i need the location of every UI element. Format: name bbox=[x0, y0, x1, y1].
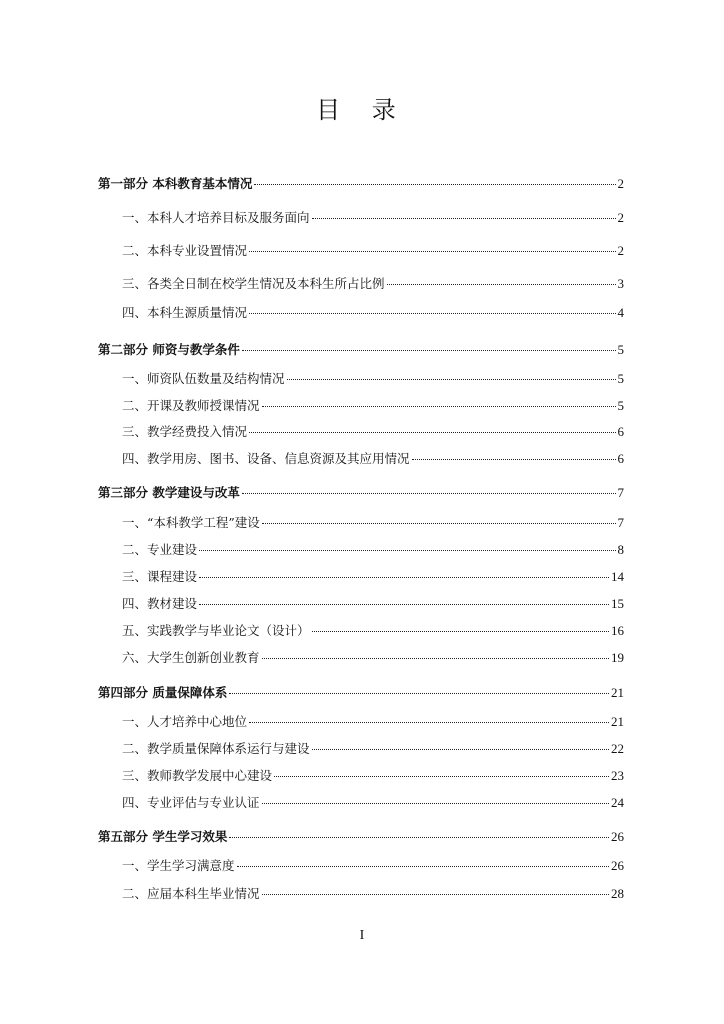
toc-item-entry[interactable] bbox=[0, 422, 724, 442]
toc-entry-page: 7 bbox=[617, 485, 624, 500]
toc-entry-title: 一、学生学习满意度 bbox=[122, 858, 235, 873]
toc-line bbox=[122, 648, 624, 668]
toc-entry-page: 26 bbox=[611, 858, 624, 873]
toc-entry-page: 21 bbox=[611, 685, 624, 700]
toc-dot-leader bbox=[262, 405, 616, 407]
toc-dot-leader bbox=[287, 378, 616, 380]
toc-entry-page: 5 bbox=[617, 342, 624, 357]
toc-line bbox=[122, 513, 624, 533]
toc-item-entry[interactable] bbox=[0, 621, 724, 641]
toc-entry-page: 2 bbox=[617, 176, 624, 191]
toc-part-entry[interactable] bbox=[0, 827, 724, 847]
toc-entry-page: 15 bbox=[611, 596, 624, 611]
toc-line bbox=[98, 683, 624, 703]
toc-item-entry[interactable] bbox=[0, 648, 724, 668]
toc-entry-title: 第五部分 学生学习效果 bbox=[98, 829, 228, 844]
toc-line bbox=[122, 856, 624, 876]
toc-item-entry[interactable] bbox=[0, 567, 724, 587]
toc-line bbox=[122, 449, 624, 469]
toc-title: 目 录 bbox=[316, 96, 408, 124]
toc-line bbox=[98, 174, 624, 194]
toc-dot-leader bbox=[254, 183, 615, 185]
toc-line bbox=[98, 827, 624, 847]
toc-dot-leader bbox=[199, 603, 609, 605]
toc-item-entry[interactable] bbox=[0, 766, 724, 786]
toc-entry-title: 四、教材建设 bbox=[122, 596, 198, 611]
toc-line bbox=[122, 766, 624, 786]
toc-entry-title: 一、本科人才培养目标及服务面向 bbox=[122, 210, 310, 225]
toc-item-entry[interactable] bbox=[0, 884, 724, 904]
toc-line bbox=[122, 793, 624, 813]
toc-line bbox=[98, 483, 624, 503]
toc-entry-title: 四、教学用房、图书、设备、信息资源及其应用情况 bbox=[122, 451, 410, 466]
toc-line bbox=[122, 739, 624, 759]
toc-dot-leader bbox=[312, 748, 609, 750]
toc-entry-title: 五、实践教学与毕业论文（设计） bbox=[122, 623, 310, 638]
toc-dot-leader bbox=[249, 312, 615, 314]
toc-entry-title: 二、本科专业设置情况 bbox=[122, 243, 248, 258]
toc-dot-leader bbox=[199, 576, 609, 578]
toc-entry-page: 22 bbox=[611, 741, 624, 756]
toc-item-entry[interactable] bbox=[0, 274, 724, 294]
toc-item-entry[interactable] bbox=[0, 594, 724, 614]
toc-entry-title: 第一部分 本科教育基本情况 bbox=[98, 176, 253, 191]
toc-entry-page: 28 bbox=[611, 886, 624, 901]
toc-line bbox=[122, 274, 624, 294]
toc-item-entry[interactable] bbox=[0, 396, 724, 416]
toc-line bbox=[122, 369, 624, 389]
toc-line bbox=[122, 396, 624, 416]
toc-dot-leader bbox=[229, 692, 609, 694]
toc-entry-page: 23 bbox=[611, 768, 624, 783]
toc-entry-page: 14 bbox=[611, 569, 624, 584]
toc-entry-page: 5 bbox=[617, 398, 624, 413]
toc-item-entry[interactable] bbox=[0, 449, 724, 469]
toc-dot-leader bbox=[242, 349, 616, 351]
toc-item-entry[interactable] bbox=[0, 712, 724, 732]
toc-part-entry[interactable] bbox=[0, 683, 724, 703]
toc-dot-leader bbox=[262, 893, 609, 895]
toc-entry-page: 2 bbox=[617, 243, 624, 258]
toc-entry-title: 二、专业建设 bbox=[122, 542, 198, 557]
toc-item-entry[interactable] bbox=[0, 369, 724, 389]
toc-dot-leader bbox=[262, 522, 616, 524]
toc-item-entry[interactable] bbox=[0, 540, 724, 560]
toc-entry-title: 第三部分 教学建设与改革 bbox=[98, 485, 240, 500]
toc-entry-title: 三、各类全日制在校学生情况及本科生所占比例 bbox=[122, 276, 385, 291]
toc-line bbox=[122, 567, 624, 587]
toc-part-entry[interactable] bbox=[0, 483, 724, 503]
toc-entry-page: 5 bbox=[617, 371, 624, 386]
toc-dot-leader bbox=[249, 250, 615, 252]
toc-entry-title: 第二部分 师资与教学条件 bbox=[98, 342, 240, 357]
toc-entry-page: 8 bbox=[617, 542, 624, 557]
toc-entry-title: 三、教学经费投入情况 bbox=[122, 424, 248, 439]
toc-entry-title: 一、人才培养中心地位 bbox=[122, 714, 248, 729]
toc-entry-title: 二、教学质量保障体系运行与建设 bbox=[122, 741, 310, 756]
toc-entry-page: 21 bbox=[611, 714, 624, 729]
toc-dot-leader bbox=[387, 283, 616, 285]
toc-entry-page: 26 bbox=[611, 829, 624, 844]
toc-part-entry[interactable] bbox=[0, 340, 724, 360]
toc-item-entry[interactable] bbox=[0, 739, 724, 759]
toc-line bbox=[122, 594, 624, 614]
toc-item-entry[interactable] bbox=[0, 513, 724, 533]
toc-line bbox=[122, 422, 624, 442]
toc-line bbox=[122, 540, 624, 560]
toc-line bbox=[122, 241, 624, 261]
page-number: I bbox=[359, 928, 365, 943]
toc-line bbox=[98, 340, 624, 360]
toc-entry-page: 6 bbox=[617, 451, 624, 466]
toc-dot-leader bbox=[274, 775, 609, 777]
toc-entry-page: 3 bbox=[617, 276, 624, 291]
toc-line bbox=[122, 621, 624, 641]
toc-dot-leader bbox=[249, 431, 615, 433]
toc-entry-page: 19 bbox=[611, 650, 624, 665]
toc-entry-title: 二、开课及教师授课情况 bbox=[122, 398, 260, 413]
toc-entry-title: 一、“本科教学工程”建设 bbox=[122, 515, 260, 530]
toc-entry-title: 四、专业评估与专业认证 bbox=[122, 795, 260, 810]
toc-entry-page: 2 bbox=[617, 210, 624, 225]
toc-entry-title: 三、教师教学发展中心建设 bbox=[122, 768, 273, 783]
toc-entry-page: 24 bbox=[611, 795, 624, 810]
toc-part-entry[interactable] bbox=[0, 174, 724, 194]
toc-entry-title: 六、大学生创新创业教育 bbox=[122, 650, 260, 665]
toc-dot-leader bbox=[249, 721, 609, 723]
toc-line bbox=[122, 712, 624, 732]
toc-dot-leader bbox=[312, 630, 609, 632]
toc-item-entry[interactable] bbox=[0, 241, 724, 261]
toc-line bbox=[122, 884, 624, 904]
toc-dot-leader bbox=[412, 458, 616, 460]
toc-entry-page: 6 bbox=[617, 424, 624, 439]
toc-dot-leader bbox=[242, 492, 616, 494]
toc-entry-page: 16 bbox=[611, 623, 624, 638]
toc-dot-leader bbox=[312, 217, 616, 219]
toc-dot-leader bbox=[199, 549, 615, 551]
toc-item-entry[interactable] bbox=[0, 856, 724, 876]
toc-entry-title: 一、师资队伍数量及结构情况 bbox=[122, 371, 285, 386]
toc-item-entry[interactable] bbox=[0, 793, 724, 813]
toc-item-entry[interactable] bbox=[0, 303, 724, 323]
toc-entry-title: 二、应届本科生毕业情况 bbox=[122, 886, 260, 901]
toc-line bbox=[122, 303, 624, 323]
toc-item-entry[interactable] bbox=[0, 208, 724, 228]
toc-entry-page: 7 bbox=[617, 515, 624, 530]
toc-dot-leader bbox=[237, 865, 609, 867]
toc-entry-title: 三、课程建设 bbox=[122, 569, 198, 584]
toc-dot-leader bbox=[262, 657, 609, 659]
toc-line bbox=[122, 208, 624, 228]
toc-dot-leader bbox=[229, 836, 609, 838]
toc-dot-leader bbox=[262, 802, 609, 804]
toc-entry-page: 4 bbox=[617, 305, 624, 320]
toc-entry-title: 四、本科生源质量情况 bbox=[122, 305, 248, 320]
toc-entry-title: 第四部分 质量保障体系 bbox=[98, 685, 228, 700]
